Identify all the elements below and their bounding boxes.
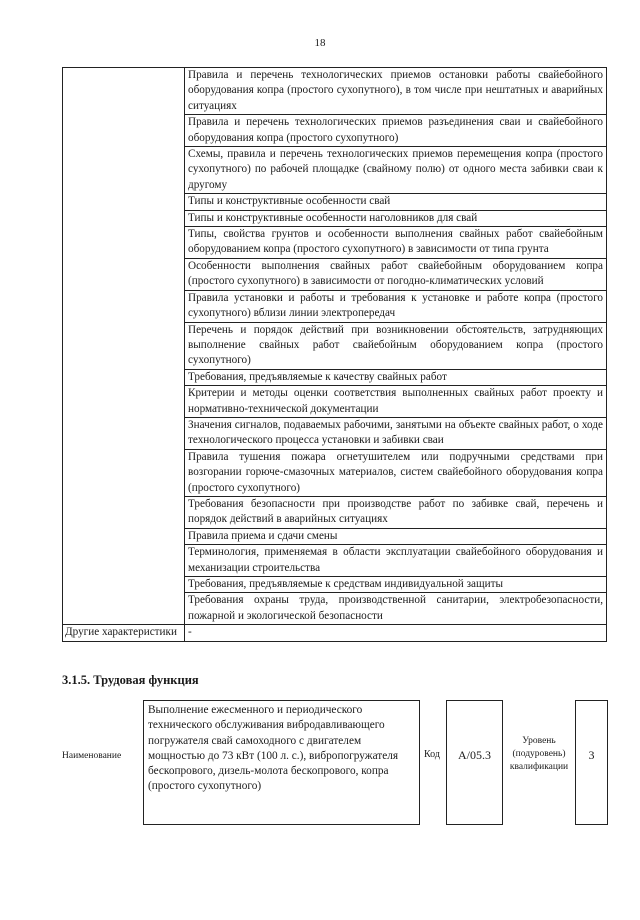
knowledge-item-cell: Правила установки и работы и требования к установке и работе копра (простого сухопутного) вблизи линии электропередач (185, 290, 607, 322)
table-row (63, 68, 607, 115)
knowledge-item-cell: Требования, предъявляемые к средствам индивидуальной защиты (185, 577, 607, 593)
knowledge-item-cell: Типы и конструктивные особенности наголовников для свай (185, 210, 607, 226)
knowledge-item-cell: Перечень и порядок действий при возникновении обстоятельств, затрудняющих выполнение свайных работ свайебойным оборудованием копра (простого сухопутного) (185, 322, 607, 369)
qualification-level-label: Уровень (подуровень) квалификации (509, 736, 569, 772)
knowledge-item-cell: Типы, свойства грунтов и особенности выполнения свайных работ свайебойным оборудованием копра (простого сухопутного) в зависимости от типа грунта (185, 227, 607, 259)
knowledge-item-cell: Терминология, применяемая в области эксплуатации свайебойного оборудования и механизации строительства (185, 545, 607, 577)
function-name-label: Наименование (62, 751, 122, 761)
knowledge-item-cell: Правила тушения пожара огнетушителем или подручными средствами при возгорании горюче-смазочных материалов, систем свайебойного оборудования копра (простого сухопутного) (185, 449, 607, 496)
knowledge-item-cell: Правила приема и сдачи смены (185, 528, 607, 544)
qualification-level-box: 3 (575, 700, 608, 825)
knowledge-item-cell: Требования, предъявляемые к качеству свайных работ (185, 369, 607, 385)
knowledge-item-cell: Правила и перечень технологических приемов остановки работы свайебойного оборудования копра (простого сухопутного), в том числе при нештатных и аварийных ситуациях (185, 68, 607, 115)
knowledge-item-cell: - (185, 625, 607, 641)
knowledge-item-cell: Правила и перечень технологических приемов разъединения сваи и свайебойного оборудования копра (простого сухопутного) (185, 115, 607, 147)
knowledge-item-cell: Значения сигналов, подаваемых рабочими, занятыми на объекте свайных работ, о ходе технологического процесса установки и забивки сваи (185, 417, 607, 449)
page-number: 18 (314, 37, 326, 49)
section-heading: 3.1.5. Трудовая функция (62, 673, 199, 687)
knowledge-item-cell: Схемы, правила и перечень технологических приемов перемещения копра (простого сухопутного) по рабочей площадке (свайному полю) от одного места забивки сваи к другому (185, 147, 607, 194)
table-row (63, 625, 607, 641)
knowledge-item-cell: Требования безопасности при производстве работ по забивке свай, перечень и порядок действий в аварийных ситуациях (185, 496, 607, 528)
code-value-box: А/05.3 (446, 700, 503, 825)
knowledge-item-cell: Типы и конструктивные особенности свай (185, 194, 607, 210)
knowledge-item-cell: Особенности выполнения свайных работ свайебойным оборудованием копра (простого сухопутного) в зависимости от погодно-климатических условий (185, 258, 607, 290)
row-label-cell (63, 68, 185, 625)
knowledge-table (62, 67, 607, 642)
code-label: Код (424, 749, 440, 760)
knowledge-item-cell: Критерии и методы оценки соответствия выполненных свайных работ проекту и нормативно-технической документации (185, 386, 607, 418)
row-label-cell: Другие характеристики (63, 625, 185, 641)
knowledge-item-cell: Требования охраны труда, производственной санитарии, электробезопасности, пожарной и экологической безопасности (185, 593, 607, 625)
function-name-box: Выполнение ежесменного и периодического технического обслуживания вибродавливающего погружателя свай самоходного с двигателем мощностью до 73 кВт (100 л. с.), вибропогружателя бескопрового, дизель-молота бескопрового, копра (простого сухопутного) (143, 700, 420, 825)
